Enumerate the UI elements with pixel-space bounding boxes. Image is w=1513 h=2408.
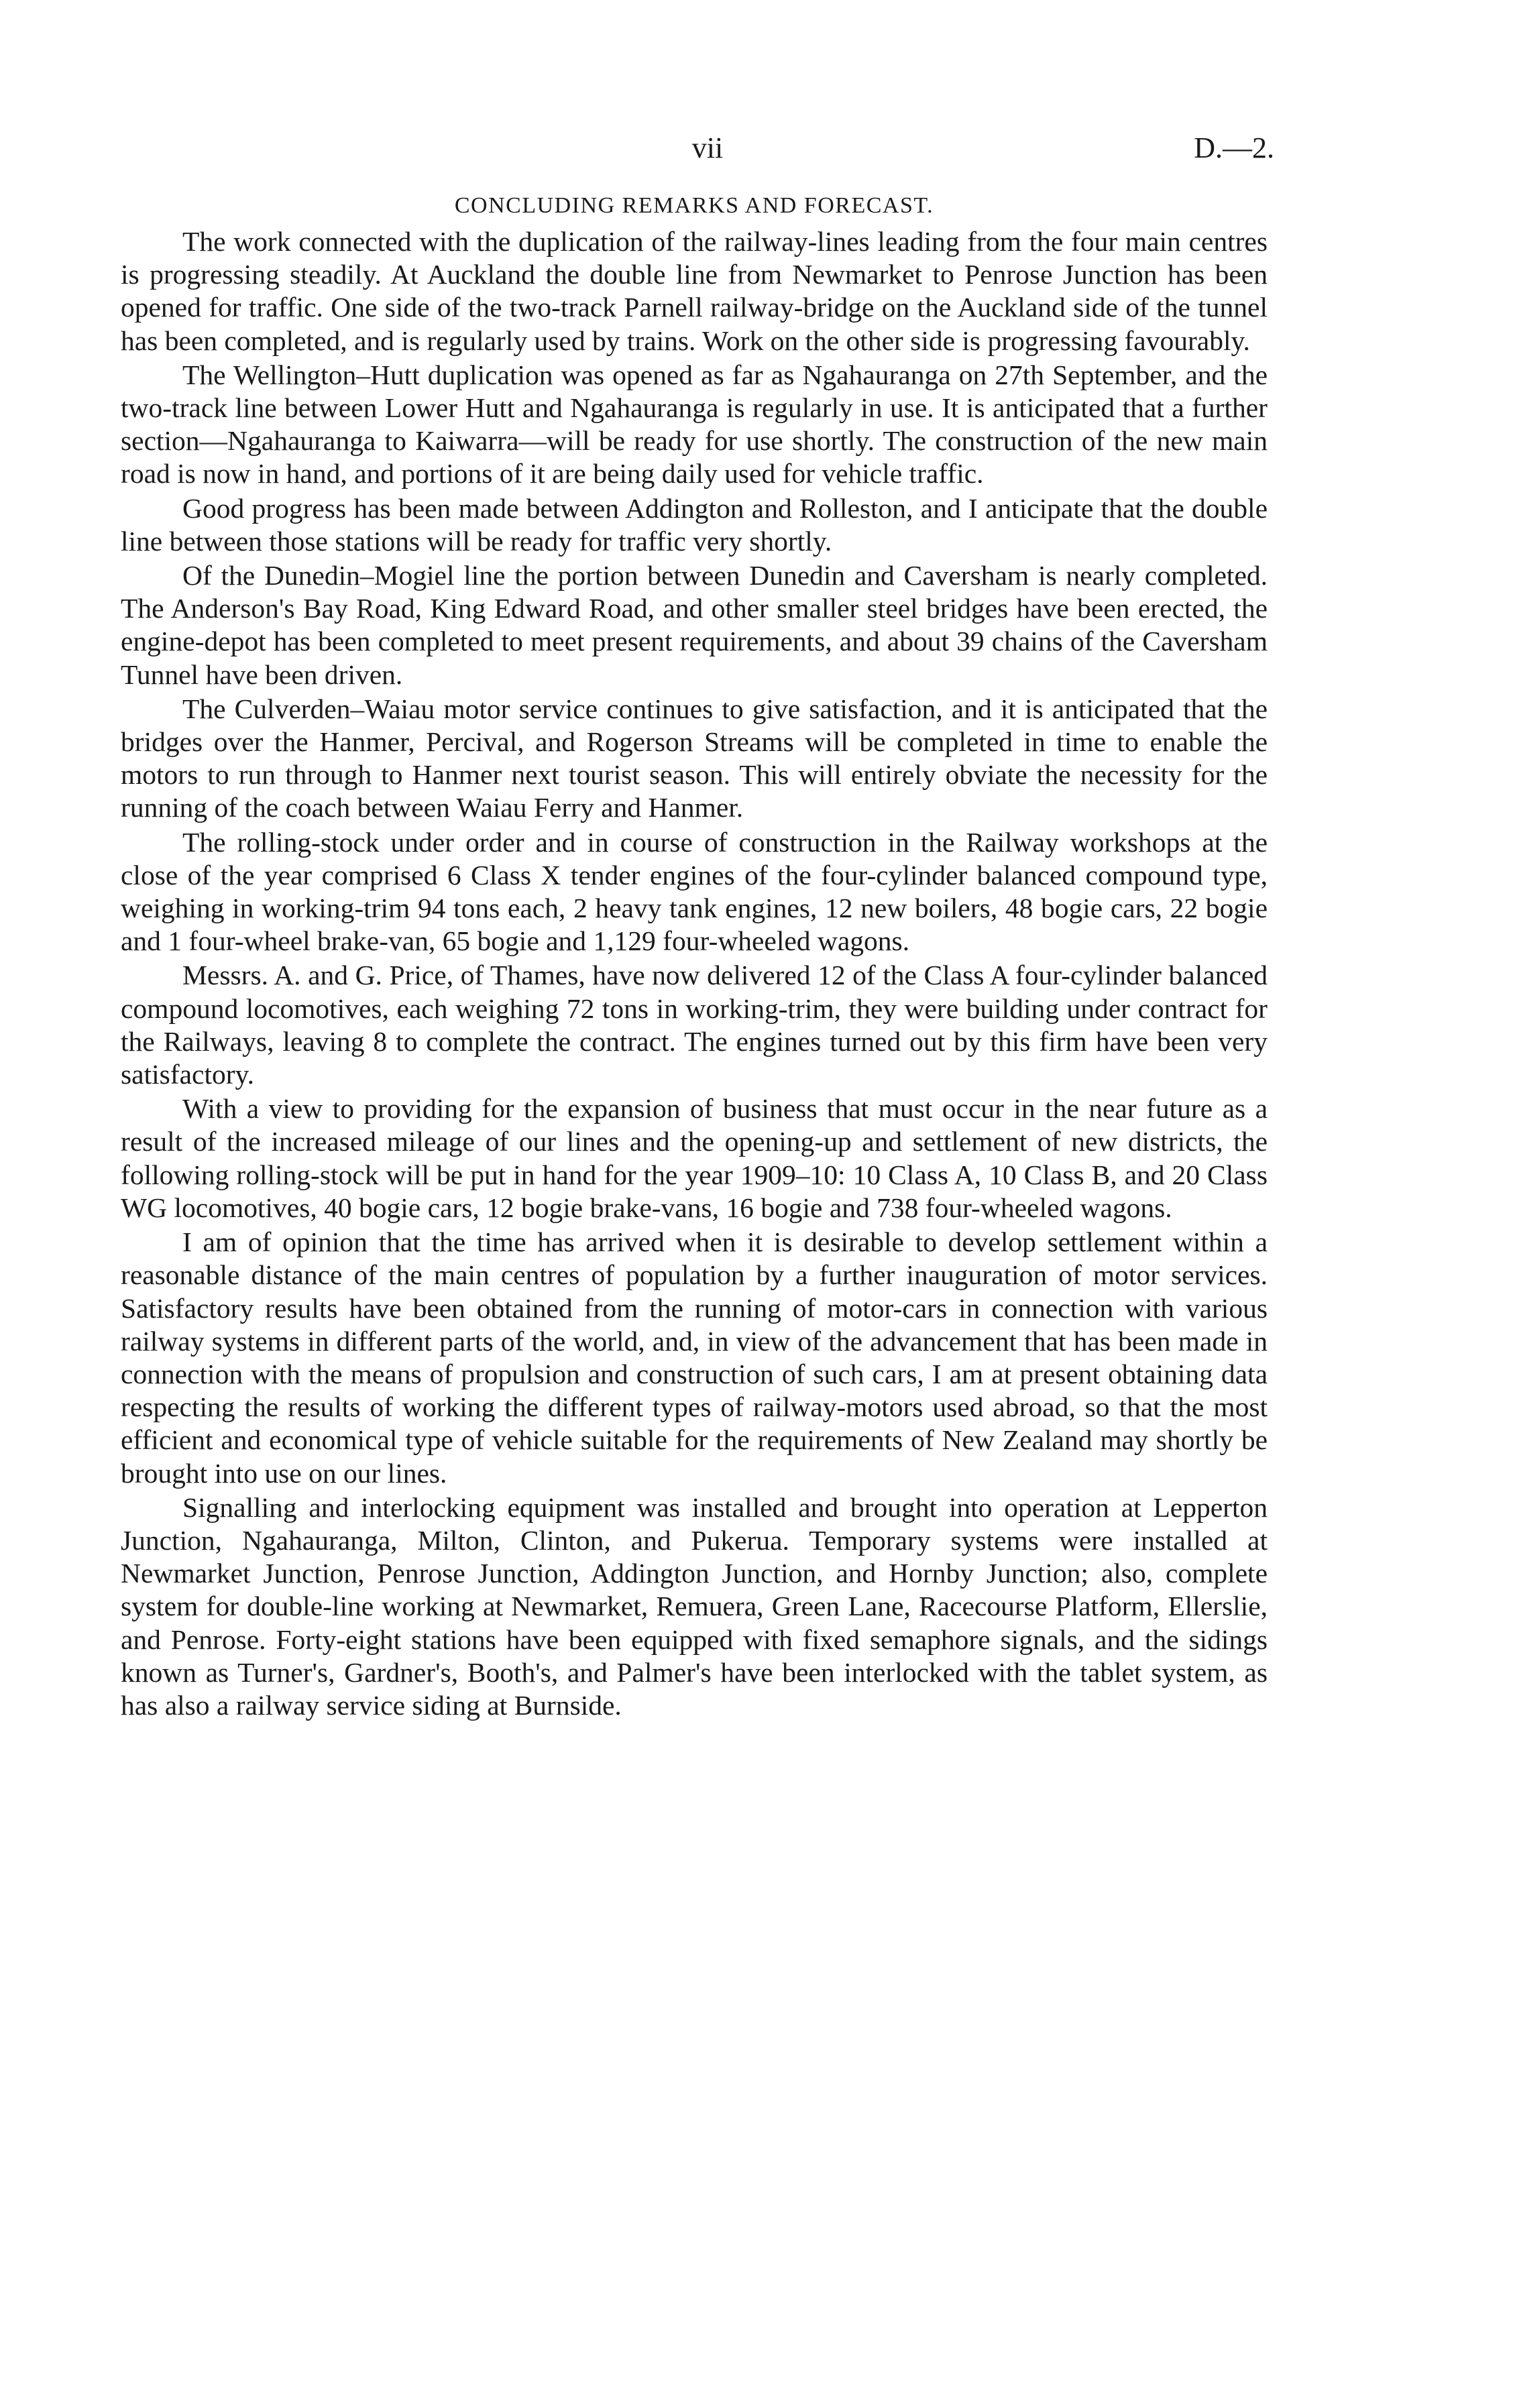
page-number: vii (691, 131, 724, 164)
paragraph-wellington-hutt: The Wellington–Hutt duplication was opened as far as Ngahauranga on 27th September, and the two-track line between Lower Hutt and Ngahauranga is regularly in use. It is anticipated that a further section—Ngahauranga to Kaiwarra—will be ready for use shortly. The construction of the new main road is now in hand, and portions of it are being daily used for vehicle traffic. (121, 359, 1268, 490)
document-code: D.—2. (1194, 131, 1274, 164)
paragraph-motor-services: I am of opinion that the time has arrived when it is desirable to develop settlement within a reasonable distance of the main centres of population by a further inauguration of motor services. Satisfactory results have been obtained from the running of motor-cars in connection with various railway systems in different parts of the world, and, in view of the advancement that has been made in connection with the means of propulsion and construction of such cars, I am at present obtaining data respecting the results of working the different types of railway-motors used abroad, so that the most efficient and economical type of vehicle suitable for the requirements of New Zealand may shortly be brought into use on our lines. (121, 1226, 1268, 1489)
paragraph-rolling-stock-forecast: With a view to providing for the expansion of business that must occur in the near future as a result of the increased mileage of our lines and the opening-up and settlement of new districts, the following rolling-stock will be put in hand for the year 1909–10: 10 Class A, 10 Class B, and 20 Class WG locomotives, 40 bogie cars, 12 bogie brake-vans, 16 bogie and 738 four-wheeled wagons. (121, 1093, 1268, 1223)
paragraph-price-locomotives: Messrs. A. and G. Price, of Thames, have now delivered 12 of the Class A four-cylinder balanced compound locomotives, each weighing 72 tons in working-trim, they were building under contract for the Railways, leaving 8 to complete the contract. The engines turned out by this firm have been very satisfactory. (121, 960, 1268, 1090)
section-heading: CONCLUDING REMARKS AND FORECAST. (454, 193, 934, 218)
paragraph-duplication-progress: The work connected with the duplication of the railway-lines leading from the four main centres is progressing steadily. At Auckland the double line from Newmarket to Penrose Junction has been opened for traffic. One side of the two-track Parnell railway-bridge on the Auckland side of the tunnel has been completed, and is regularly used by trains. Work on the other side is progressing favourably. (121, 226, 1268, 356)
paragraph-addington-rolleston: Good progress has been made between Addington and Rolleston, and I anticipate that the double line between those stations will be ready for traffic very shortly. (121, 492, 1268, 557)
paragraph-culverden-waiau: The Culverden–Waiau motor service continues to give satisfaction, and it is anticipated that the bridges over the Hanmer, Percival, and Rogerson Streams will be completed in time to enable the motors to run through to Hanmer next tourist season. This will entirely obviate the necessity for the running of the coach between Waiau Ferry and Hanmer. (121, 693, 1268, 823)
body-text (121, 225, 1268, 1723)
paragraph-dunedin-mogiel: Of the Dunedin–Mogiel line the portion between Dunedin and Caversham is nearly completed. The Anderson's Bay Road, King Edward Road, and other smaller steel bridges have been erected, the engine-depot has been completed to meet present requirements, and about 39 chains of the Caversham Tunnel have been driven. (121, 560, 1268, 690)
paragraph-signalling: Signalling and interlocking equipment was installed and brought into operation at Lepperton Junction, Ngahauranga, Milton, Clinton, and Pukerua. Temporary systems were installed at Newmarket Junction, Penrose Junction, Addington Junction, and Hornby Junction; also, complete system for double-line working at Newmarket, Remuera, Green Lane, Racecourse Platform, Ellerslie, and Penrose. Forty-eight stations have been equipped with fixed semaphore signals, and the sidings known as Turner's, Gardner's, Booth's, and Palmer's have been interlocked with the tablet system, as has also a railway service siding at Burnside. (121, 1491, 1268, 1721)
paragraph-rolling-stock-order: The rolling-stock under order and in course of construction in the Railway workshops at the close of the year comprised 6 Class X tender engines of the four-cylinder balanced compound type, weighing in working-trim 94 tons each, 2 heavy tank engines, 12 new boilers, 48 bogie cars, 22 bogie and 1 four-wheel brake-van, 65 bogie and 1,129 four-wheeled wagons. (121, 826, 1268, 957)
